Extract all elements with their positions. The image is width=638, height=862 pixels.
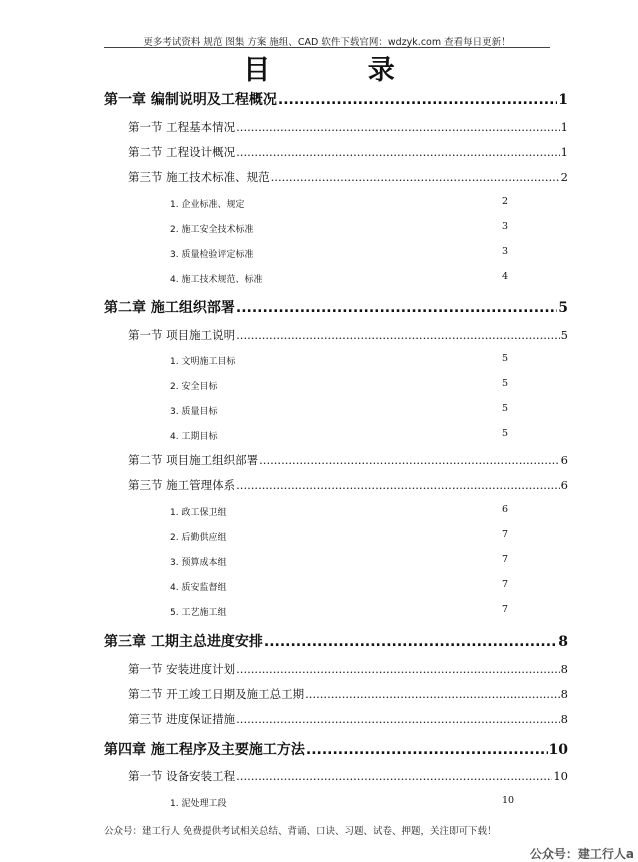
toc-item-label[interactable]: 1. 政工保卫组 <box>170 508 227 518</box>
toc-section-page: 6 <box>560 478 568 492</box>
toc-chapter-label: 第二章 施工组织部署 <box>104 300 235 316</box>
toc-chapter-row[interactable] <box>104 631 568 651</box>
toc-item-label[interactable]: 2. 安全目标 <box>170 382 218 392</box>
toc-item-label[interactable]: 2. 后勤供应组 <box>170 533 227 543</box>
toc-section-label: 第一节 项目施工说明 <box>128 328 236 342</box>
dot-leader <box>236 145 560 159</box>
toc-item-label[interactable]: 4. 工期目标 <box>170 432 218 442</box>
toc-section-label: 第一节 设备安装工程 <box>128 769 236 783</box>
dot-leader <box>236 662 560 676</box>
toc-section-page: 8 <box>560 687 568 701</box>
toc-section-page: 2 <box>560 170 568 184</box>
toc-item-page: 5 <box>502 378 509 389</box>
dot-leader <box>236 769 552 783</box>
toc-section-label: 第三节 施工技术标准、规范 <box>128 170 270 184</box>
toc-item-page: 7 <box>502 579 509 590</box>
dot-leader <box>236 328 560 342</box>
toc-section-row[interactable] <box>128 686 568 702</box>
toc-item-label[interactable]: 1. 文明施工目标 <box>170 357 236 367</box>
toc-section-page: 5 <box>560 328 568 342</box>
document-title: 目 录 <box>243 55 439 86</box>
dot-leader <box>236 712 560 726</box>
toc-item-page: 4 <box>502 271 509 282</box>
toc-section-row[interactable] <box>128 144 568 160</box>
dot-leader <box>305 687 560 701</box>
watermark: 公众号：建工行人a <box>529 847 634 861</box>
toc-item-page: 6 <box>502 504 509 515</box>
toc-item-page: 3 <box>502 246 509 257</box>
toc-item-label[interactable]: 3. 质量目标 <box>170 407 218 417</box>
page-header: 更多考试资料 规范 图集 方案 施组、CAD 软件下载官网：wdzyk.com 查看每日更新！ <box>143 37 511 48</box>
toc-item-page: 7 <box>502 554 509 565</box>
dot-leader <box>259 453 560 467</box>
toc-chapter-row[interactable] <box>104 739 568 759</box>
toc-item-page: 7 <box>502 529 509 540</box>
toc-item-page: 7 <box>502 604 509 615</box>
toc-chapter-label: 第一章 编制说明及工程概况 <box>104 92 277 108</box>
dot-leader <box>271 170 560 184</box>
toc-item-page: 3 <box>502 221 509 232</box>
dot-leader <box>236 120 560 134</box>
toc-section-row[interactable] <box>128 477 568 493</box>
toc-chapter-label: 第四章 施工程序及主要施工方法 <box>104 742 305 758</box>
toc-section-page: 6 <box>560 453 568 467</box>
toc-chapter-page: 1 <box>558 92 568 108</box>
toc-item-label[interactable]: 4. 施工技术规范、标准 <box>170 275 263 285</box>
toc-section-row[interactable] <box>128 327 568 343</box>
toc-item-page: 2 <box>502 196 509 207</box>
toc-section-label: 第二节 开工竣工日期及施工总工期 <box>128 687 305 701</box>
toc-item-label[interactable]: 3. 质量检验评定标准 <box>170 250 254 260</box>
toc-section-label: 第二节 项目施工组织部署 <box>128 453 259 467</box>
dot-leader <box>236 300 557 316</box>
toc-section-row[interactable] <box>128 711 568 727</box>
toc-item-label[interactable]: 2. 施工安全技术标准 <box>170 225 254 235</box>
toc-section-label: 第一节 工程基本情况 <box>128 120 236 134</box>
toc-item-label[interactable]: 3. 预算成本组 <box>170 558 227 568</box>
dot-leader <box>278 92 557 108</box>
toc-section-page: 8 <box>560 712 568 726</box>
toc-item-page: 5 <box>502 403 509 414</box>
dot-leader <box>236 478 560 492</box>
toc-section-label: 第二节 工程设计概况 <box>128 145 236 159</box>
toc-section-page: 1 <box>560 120 568 134</box>
page-footer: 公众号：建工行人 免费提供考试相关总结、背诵、口诀、习题、试卷、押题，关注即可下载！ <box>104 826 497 837</box>
toc-chapter-row[interactable] <box>104 297 568 317</box>
dot-leader <box>264 634 557 650</box>
toc-item-label[interactable]: 1. 企业标准、规定 <box>170 200 245 210</box>
toc-chapter-page: 10 <box>548 742 568 758</box>
toc-chapter-label: 第三章 工期主总进度安排 <box>104 634 263 650</box>
toc-chapter-page: 8 <box>558 634 568 650</box>
toc-item-label[interactable]: 4. 质安监督组 <box>170 583 227 593</box>
toc-chapter-row[interactable] <box>104 89 568 109</box>
toc-item-page: 5 <box>502 428 509 439</box>
toc-section-row[interactable] <box>128 119 568 135</box>
toc-item-label[interactable]: 1. 泥处理工段 <box>170 799 227 809</box>
toc-section-label: 第一节 安装进度计划 <box>128 662 236 676</box>
dot-leader <box>306 742 548 758</box>
toc-section-label: 第三节 施工管理体系 <box>128 478 236 492</box>
toc-section-row[interactable] <box>128 661 568 677</box>
toc-section-page: 10 <box>553 769 568 783</box>
toc-section-row[interactable] <box>128 169 568 185</box>
toc-section-row[interactable] <box>128 768 568 784</box>
toc-item-page: 5 <box>502 353 509 364</box>
toc-section-page: 8 <box>560 662 568 676</box>
toc-item-label[interactable]: 5. 工艺施工组 <box>170 608 227 618</box>
toc-section-page: 1 <box>560 145 568 159</box>
toc-section-row[interactable] <box>128 452 568 468</box>
toc-section-label: 第三节 进度保证措施 <box>128 712 236 726</box>
toc-chapter-page: 5 <box>558 300 568 316</box>
toc-item-page: 10 <box>502 795 515 806</box>
